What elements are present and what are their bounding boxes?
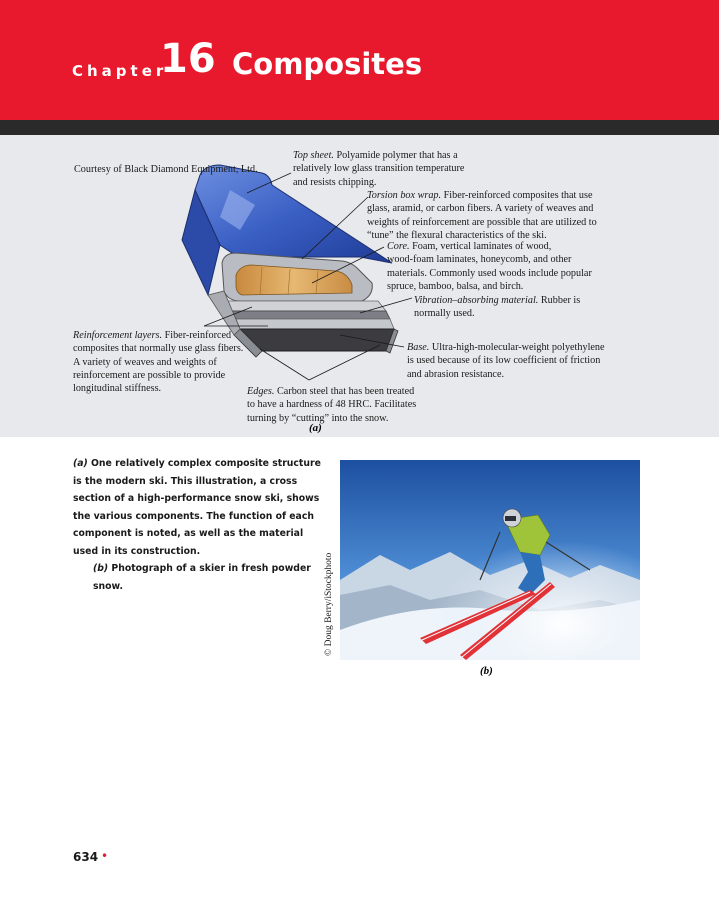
ski-base xyxy=(240,329,394,351)
figure-b-label: (b) xyxy=(480,665,493,677)
image-courtesy-credit: Courtesy of Black Diamond Equipment, Ltd. xyxy=(74,164,258,175)
photo-credit: © Doug Berry/iStockphoto xyxy=(324,552,334,656)
label-reinforcement-layers: Reinforcement layers. Fiber-reinforced composites that normally use glass fibers. A variety of weaves and weights of reinforcement are possible to provide longitudinal stiffness. xyxy=(73,330,244,395)
chapter-title: Composites xyxy=(232,47,423,81)
core-term: Core. xyxy=(387,241,410,252)
caption-a: (a) One relatively complex composite structure is the modern ski. This illustration, a cross section of a high-performance snow ski, shows the various components. The function of each component is noted, as well as the material used in its construction. xyxy=(73,458,321,557)
chapter-number: 16 xyxy=(160,36,216,82)
figure-caption xyxy=(73,455,323,595)
header-divider-band xyxy=(0,120,719,135)
figure-a-label: (a) xyxy=(309,422,322,434)
vibration-absorbing-layer xyxy=(232,311,390,319)
label-base: Base. Ultra-high-molecular-weight polyethylene is used because of its low coefficient of friction and abrasion resistance. xyxy=(407,342,605,380)
top-sheet-term: Top sheet. xyxy=(293,150,334,161)
caption-b-tag: (b) xyxy=(93,563,109,574)
page-number: 634 xyxy=(73,850,99,864)
reinforcement-layer-lower xyxy=(236,319,394,329)
label-top-sheet: Top sheet. Polyamide polymer that has a relatively low glass transition temperature and resists chipping. xyxy=(293,150,465,188)
caption-b: (b) Photograph of a skier in fresh powder snow. xyxy=(93,563,311,592)
label-vibration-absorbing: Vibration–absorbing material. Rubber is normally used. xyxy=(414,295,581,320)
edges-term: Edges. xyxy=(247,386,275,397)
skier-photograph xyxy=(340,460,640,660)
reinforcement-layer-upper xyxy=(224,301,386,311)
torsion-box-term: Torsion box wrap. xyxy=(367,190,442,201)
caption-a-tag: (a) xyxy=(73,458,88,469)
label-core: Core. Foam, vertical laminates of wood, wood-foam laminates, honeycomb, and other materials. Commonly used woods include popular spruce, bamboo, balsa, and birch. xyxy=(387,241,592,292)
page-bullet: • xyxy=(101,849,109,863)
label-edges: Edges. Carbon steel that has been treated to have a hardness of 48 HRC. Facilitates turning by “cutting” into the snow. xyxy=(247,386,417,424)
base-term: Base. xyxy=(407,342,430,353)
vibration-term: Vibration–absorbing material. xyxy=(414,295,539,306)
reinforcement-term: Reinforcement layers. xyxy=(73,330,163,341)
chapter-word: Chapter xyxy=(72,62,168,80)
label-torsion-box-wrap: Torsion box wrap. Fiber-reinforced composites that use glass, aramid, or carbon fibers. A variety of weaves and weights of reinforcement are possible that are utilized to “tune” the flexural characteristics of the ski. xyxy=(367,190,597,241)
